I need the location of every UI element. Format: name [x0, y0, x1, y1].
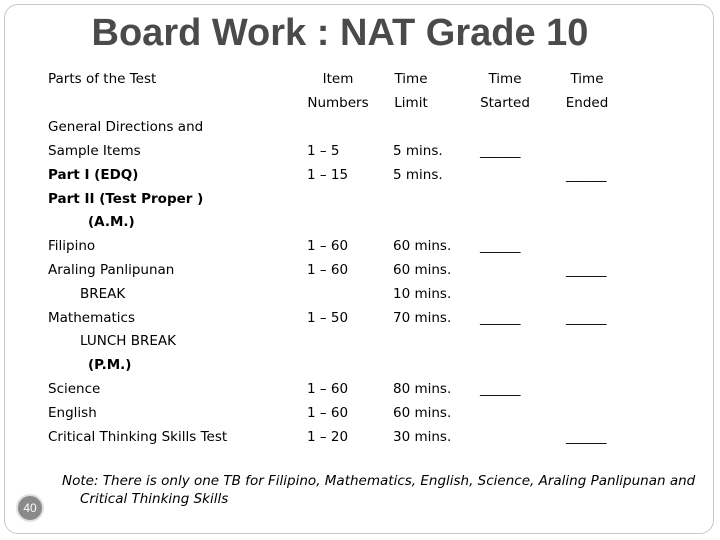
header-item-2: Numbers — [307, 95, 369, 111]
slide-title: Board Work : NAT Grade 10 — [91, 12, 589, 54]
row-started: ______ — [480, 238, 521, 254]
row-limit: 5 mins. — [393, 167, 443, 183]
row-started: ______ — [480, 381, 521, 397]
row-label: (A.M.) — [88, 214, 135, 230]
row-limit: 60 mins. — [393, 238, 452, 254]
row-limit: 80 mins. — [393, 381, 452, 397]
row-label: Critical Thinking Skills Test — [48, 429, 228, 445]
row-items: 1 – 20 — [307, 429, 349, 445]
row-limit: 5 mins. — [393, 143, 443, 159]
row-items: 1 – 60 — [307, 262, 349, 278]
row-label: English — [48, 405, 97, 421]
header-ended-2: Ended — [565, 95, 609, 111]
row-label: General Directions and — [48, 119, 204, 135]
header-item-1: Item — [322, 71, 354, 87]
note-line-2: Critical Thinking Skills — [80, 491, 229, 507]
note-line-1: Note: There is only one TB for Filipino, Mathematics, English, Science, Araling Panlipunan and — [62, 473, 696, 489]
row-label: Part II (Test Proper ) — [48, 191, 204, 207]
header-ended-1: Time — [570, 71, 604, 87]
row-limit: 70 mins. — [393, 310, 452, 326]
row-label: Sample Items — [48, 143, 141, 159]
row-label: Araling Panlipunan — [48, 262, 175, 278]
row-limit: 60 mins. — [393, 405, 452, 421]
header-limit-2: Limit — [394, 95, 428, 111]
header-limit-1: Time — [394, 71, 428, 87]
row-label: Mathematics — [48, 310, 135, 326]
row-items: 1 – 60 — [307, 405, 349, 421]
row-ended: ______ — [566, 167, 607, 183]
row-ended: ______ — [566, 262, 607, 278]
row-items: 1 – 60 — [307, 381, 349, 397]
row-ended: ______ — [566, 310, 607, 326]
row-label: Part I (EDQ) — [48, 167, 139, 183]
row-limit: 30 mins. — [393, 429, 452, 445]
row-label: LUNCH BREAK — [80, 333, 176, 349]
row-items: 1 – 60 — [307, 238, 349, 254]
page-number-badge: 40 — [16, 494, 44, 522]
row-limit: 10 mins. — [393, 286, 452, 302]
header-started-2: Started — [480, 95, 530, 111]
note — [62, 472, 712, 508]
row-started: ______ — [480, 310, 521, 326]
row-items: 1 – 5 — [307, 143, 340, 159]
row-limit: 60 mins. — [393, 262, 452, 278]
header-started-1: Time — [488, 71, 522, 87]
row-label: (P.M.) — [88, 357, 132, 373]
row-items: 1 – 15 — [307, 167, 349, 183]
row-label: Science — [48, 381, 101, 397]
header-parts: Parts of the Test — [48, 71, 157, 87]
row-ended: ______ — [566, 429, 607, 445]
row-started: ______ — [480, 143, 521, 159]
row-label: Filipino — [48, 238, 96, 254]
row-items: 1 – 50 — [307, 310, 349, 326]
row-label: BREAK — [80, 286, 126, 302]
